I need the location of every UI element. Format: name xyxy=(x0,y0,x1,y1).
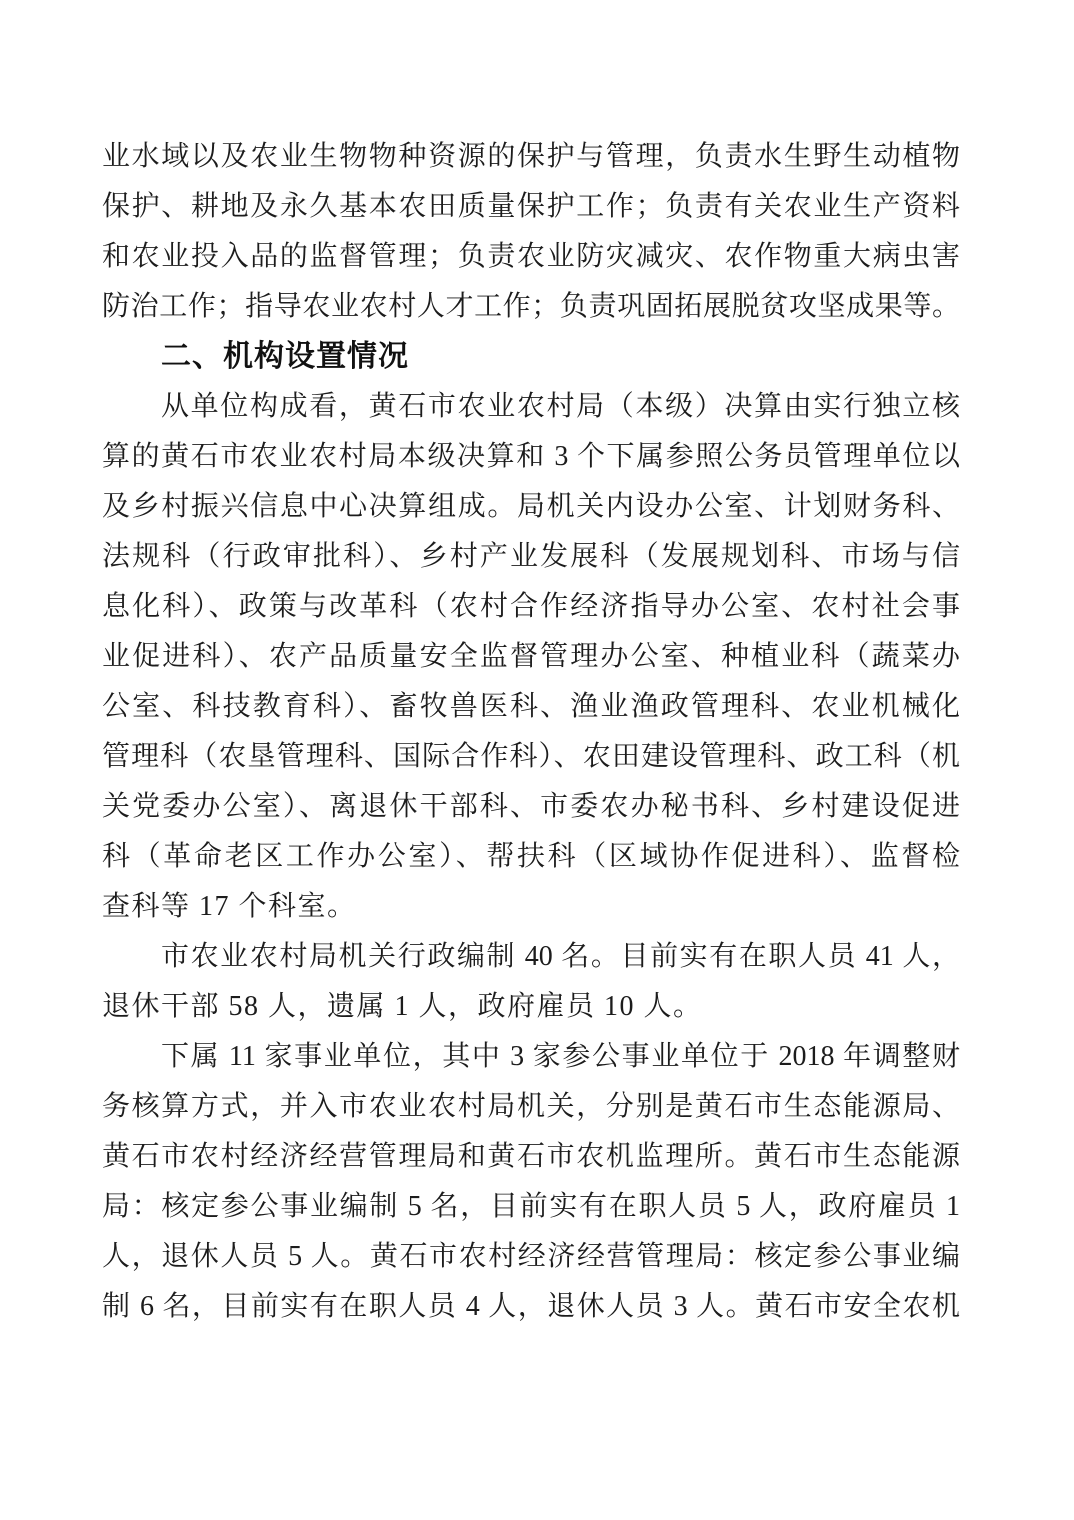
text-line: 下属 11 家事业单位，其中 3 家参公事业单位于 2018 年调整财 xyxy=(161,1041,960,1072)
text-line: 息化科）、政策与改革科（农村合作经济指导办公室、农村社会事 xyxy=(102,591,960,622)
text-line: 制 6 名，目前实有在职人员 4 人，退休人员 3 人。黄石市安全农机 xyxy=(102,1291,960,1322)
text-line: 人，退休人员 5 人。黄石市农村经济经营管理局：核定参公事业编 xyxy=(102,1241,960,1272)
text-line: 算的黄石市农业农村局本级决算和 3 个下属参照公务员管理单位以 xyxy=(102,441,960,472)
text-line: 局：核定参公事业编制 5 名，目前实有在职人员 5 人，政府雇员 1 xyxy=(102,1191,960,1222)
text-line: 从单位构成看，黄石市农业农村局（本级）决算由实行独立核 xyxy=(161,391,960,422)
text-line: 科（革命老区工作办公室）、帮扶科（区域协作促进科）、监督检 xyxy=(102,841,960,872)
text-line: 业促进科）、农产品质量安全监督管理办公室、种植业科（蔬菜办 xyxy=(102,641,960,672)
text-line: 管理科（农垦管理科、国际合作科）、农田建设管理科、政工科（机 xyxy=(102,741,960,772)
section-heading: 二、机构设置情况 xyxy=(161,340,409,373)
text-line: 保护、耕地及永久基本农田质量保护工作；负责有关农业生产资料 xyxy=(102,191,960,222)
text-line: 和农业投入品的监督管理；负责农业防灾减灾、农作物重大病虫害 xyxy=(102,241,960,272)
text-line: 关党委办公室）、离退休干部科、市委农办秘书科、乡村建设促进 xyxy=(102,791,960,822)
text-line: 黄石市农村经济经营管理局和黄石市农机监理所。黄石市生态能源 xyxy=(102,1141,960,1172)
text-line: 查科等 17 个科室。 xyxy=(102,891,357,922)
text-line: 业水域以及农业生物物种资源的保护与管理，负责水生野生动植物 xyxy=(102,141,960,172)
text-line: 市农业农村局机关行政编制 40 名。目前实有在职人员 41 人， xyxy=(161,941,960,972)
text-line: 公室、科技教育科）、畜牧兽医科、渔业渔政管理科、农业机械化 xyxy=(102,691,960,722)
document-text-block xyxy=(102,132,960,1332)
text-line: 及乡村振兴信息中心决算组成。局机关内设办公室、计划财务科、 xyxy=(102,491,960,522)
text-line: 防治工作；指导农业农村人才工作；负责巩固拓展脱贫攻坚成果等。 xyxy=(102,291,960,322)
text-line: 务核算方式，并入市农业农村局机关，分别是黄石市生态能源局、 xyxy=(102,1091,960,1122)
text-line: 法规科（行政审批科）、乡村产业发展科（发展规划科、市场与信 xyxy=(102,541,960,572)
text-line: 退休干部 58 人，遗属 1 人，政府雇员 10 人。 xyxy=(102,991,703,1022)
